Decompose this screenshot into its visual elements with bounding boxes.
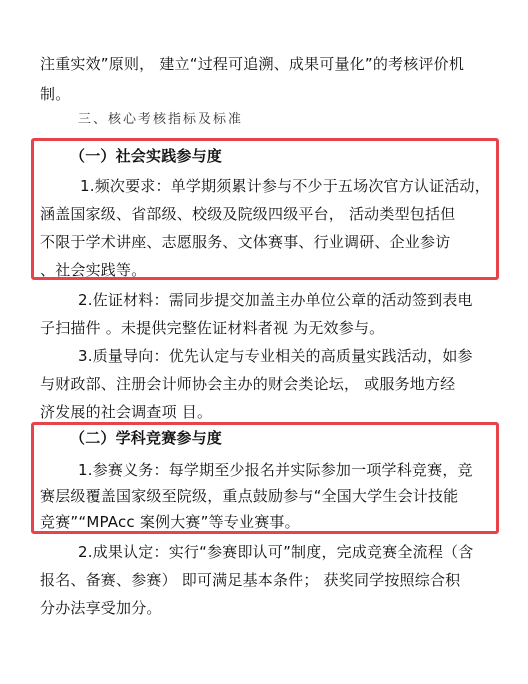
section-heading: 三、核心考核指标及标准	[78, 112, 244, 127]
paragraph-line: 1.频次要求：单学期须累计参与不少于五场次官方认证活动，	[80, 177, 490, 195]
paragraph-line: 不限于学术讲座、志愿服务、文体赛事、行业调研、企业参访	[40, 233, 451, 251]
paragraph-line: 分办法享受加分。	[40, 599, 162, 617]
paragraph-line: 与财政部、注册会计师协会主办的财会类论坛， 或服务地方经	[40, 375, 456, 393]
paragraph-line: 涵盖国家级、省部级、校级及院级四级平台， 活动类型包括但	[40, 205, 456, 223]
paragraph-line: 注重实效”原则， 建立“过程可追溯、成果可量化”的考核评价机	[40, 55, 465, 73]
paragraph-line: 子扫描件 。未提供完整佐证材料者视 为无效参与。	[40, 319, 385, 337]
subsection-heading: （一）社会实践参与度	[70, 147, 223, 165]
paragraph-line: 制。	[40, 85, 71, 103]
paragraph-line: 济发展的社会调查项 目。	[40, 403, 213, 421]
paragraph-line: 1.参赛义务：每学期至少报名并实际参加一项学科竞赛，竞	[78, 461, 473, 479]
paragraph-line: 、社会实践等。	[40, 261, 147, 279]
paragraph-line: 3.质量导向：优先认定与专业相关的高质量实践活动，如参	[78, 347, 473, 365]
paragraph-line: 2.成果认定：实行“参赛即认可”制度，完成竞赛全流程（含	[78, 543, 474, 561]
paragraph-line: 赛层级覆盖国家级至院级，重点鼓励参与“全国大学生会计技能	[40, 487, 459, 505]
paragraph-line: 2.佐证材料：需同步提交加盖主办单位公章的活动签到表电	[78, 291, 473, 309]
subsection-heading: （二）学科竞赛参与度	[70, 429, 223, 447]
paragraph-line: 竞赛”“MPAcc 案例大赛”等专业赛事。	[40, 513, 300, 531]
paragraph-line: 报名、备赛、参赛） 即可满足基本条件； 获奖同学按照综合积	[40, 571, 461, 589]
